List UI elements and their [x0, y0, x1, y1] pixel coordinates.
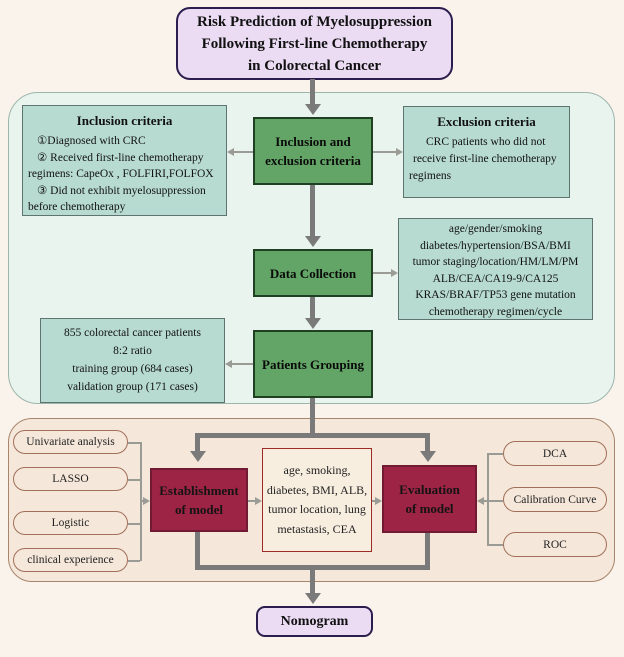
- evaluation-step-box: [382, 465, 477, 533]
- exclusion-criteria-title: Exclusion criteria: [437, 114, 536, 129]
- arrow-criteria-to-data-head: [305, 236, 321, 247]
- pill-logistic: [13, 511, 128, 535]
- pill-roc: [503, 532, 607, 557]
- arrow-data-to-grouping-line: [310, 297, 315, 318]
- connector-branch-right-stub: [425, 433, 430, 451]
- arrow-data-to-variables-head: [391, 269, 398, 277]
- grouping-info-line: validation group (171 cases): [67, 381, 198, 393]
- patients-grouping-label: Patients Grouping: [262, 356, 364, 372]
- grouping-info-box: [40, 318, 225, 403]
- evaluation-line: Evaluation: [399, 482, 460, 497]
- criteria-step-line: exclusion criteria: [265, 153, 361, 168]
- predictors-box: [262, 448, 372, 552]
- metric-pills-stub-1: [487, 453, 503, 455]
- establishment-line: of model: [174, 502, 224, 517]
- arrow-criteria-to-exclusion-head: [396, 148, 403, 156]
- connector-branch-horizontal: [195, 433, 430, 438]
- data-collection-label: Data Collection: [269, 265, 357, 281]
- arrow-branch-to-evaluation-head: [420, 451, 436, 462]
- title-line: Following First-line Chemotherapy: [201, 35, 428, 52]
- method-pills-stub-1: [128, 442, 140, 444]
- pill-label: Logistic: [51, 517, 90, 529]
- predictors-line: metastasis, CEA: [277, 521, 357, 536]
- variables-box: [398, 218, 593, 320]
- arrow-merge-to-nomogram-head: [305, 593, 321, 604]
- arrow-grouping-to-info-head: [225, 360, 232, 368]
- nomogram-label: Nomogram: [280, 613, 349, 629]
- inclusion-criteria-title: Inclusion criteria: [76, 113, 173, 128]
- inclusion-criteria-line: before chemotherapy: [28, 201, 126, 213]
- arrow-methods-to-establishment-head: [143, 497, 150, 505]
- variables-line: ALB/CEA/CA19-9/CA125: [432, 272, 559, 285]
- metric-pills-stub-3: [487, 544, 503, 546]
- method-pills-stub-2: [128, 479, 140, 481]
- inclusion-criteria-line: ② Received first-line chemotherapy: [37, 151, 204, 164]
- grouping-info-line: 855 colorectal cancer patients: [64, 327, 201, 339]
- variables-line: chemotherapy regimen/cycle: [428, 305, 563, 318]
- pill-dca: [503, 441, 607, 466]
- arrow-branch-to-establishment-head: [190, 451, 206, 462]
- nomogram-box: [256, 606, 373, 637]
- arrow-grouping-to-info-line: [232, 363, 253, 365]
- patients-grouping-step-box: [253, 330, 373, 398]
- arrow-establishment-to-predictors-line: [248, 500, 255, 502]
- method-pills-stub-4: [128, 560, 140, 562]
- grouping-info-line: training group (684 cases): [72, 363, 193, 375]
- exclusion-criteria-line: CRC patients who did not: [426, 136, 546, 148]
- title-box: [176, 7, 453, 80]
- method-pills-stub-3: [128, 523, 140, 525]
- arrow-criteria-to-inclusion-line: [234, 151, 253, 153]
- variables-line: diabetes/hypertension/BSA/BMI: [420, 239, 571, 252]
- title-line: in Colorectal Cancer: [247, 57, 382, 74]
- inclusion-criteria-box: [22, 105, 227, 216]
- pill-label: LASSO: [52, 473, 89, 485]
- variables-line: KRAS/BRAF/TP53 gene mutation: [415, 289, 576, 301]
- establishment-line: Establishment: [159, 483, 239, 498]
- title-line: Risk Prediction of Myelosuppression: [197, 13, 432, 30]
- arrow-title-to-criteria-head: [305, 104, 321, 115]
- metric-pills-bus: [487, 454, 489, 544]
- establishment-step-box: [150, 468, 248, 532]
- inclusion-criteria-line: ③ Did not exhibit myelosuppression: [37, 184, 206, 197]
- criteria-step-box: [253, 117, 373, 185]
- arrow-predictors-to-evaluation-head: [375, 497, 382, 505]
- grouping-info-line: 8:2 ratio: [113, 345, 152, 357]
- pill-label: Calibration Curve: [513, 493, 597, 506]
- pill-clinical-experience: [13, 548, 128, 572]
- arrow-metrics-to-evaluation-head: [477, 497, 484, 505]
- exclusion-criteria-box: [403, 106, 570, 198]
- connector-grouping-down-line: [310, 398, 315, 438]
- arrow-criteria-to-exclusion-line: [373, 151, 396, 153]
- pill-calibration-curve: [503, 487, 607, 512]
- pill-lasso: [13, 467, 128, 491]
- inclusion-criteria-line: ①Diagnosed with CRC: [37, 135, 146, 147]
- exclusion-criteria-line: receive first-line chemotherapy: [413, 153, 557, 165]
- connector-branch-left-stub: [195, 433, 200, 451]
- pill-univariate-analysis: [13, 430, 128, 454]
- predictors-line: tumor location, lung: [268, 502, 366, 516]
- arrow-data-to-variables-line: [373, 272, 391, 274]
- variables-line: tumor staging/location/HM/LM/PM: [412, 256, 579, 268]
- variables-line: age/gender/smoking: [448, 223, 543, 235]
- exclusion-criteria-line: regimens: [409, 170, 452, 182]
- connector-merge-to-nomogram-line: [310, 570, 315, 593]
- method-pills-bus: [140, 442, 142, 561]
- predictors-line: diabetes, BMI, ALB,: [266, 482, 368, 497]
- pill-label: ROC: [543, 538, 567, 551]
- arrow-criteria-to-data-line: [310, 185, 315, 236]
- pill-label: clinical experience: [27, 554, 114, 566]
- predictors-line: age, smoking,: [283, 463, 351, 477]
- inclusion-criteria-line: regimens: CapeOx , FOLFIRI,FOLFOX: [28, 168, 214, 180]
- arrow-data-to-grouping-head: [305, 318, 321, 329]
- data-collection-step-box: [253, 249, 373, 297]
- criteria-step-line: Inclusion and: [275, 134, 351, 149]
- pill-label: DCA: [542, 447, 568, 460]
- arrow-establishment-to-predictors-head: [255, 497, 262, 505]
- arrow-title-to-criteria-line: [310, 79, 315, 105]
- evaluation-line: of model: [405, 501, 454, 516]
- pill-label: Univariate analysis: [26, 436, 115, 448]
- arrow-criteria-to-inclusion-head: [227, 148, 234, 156]
